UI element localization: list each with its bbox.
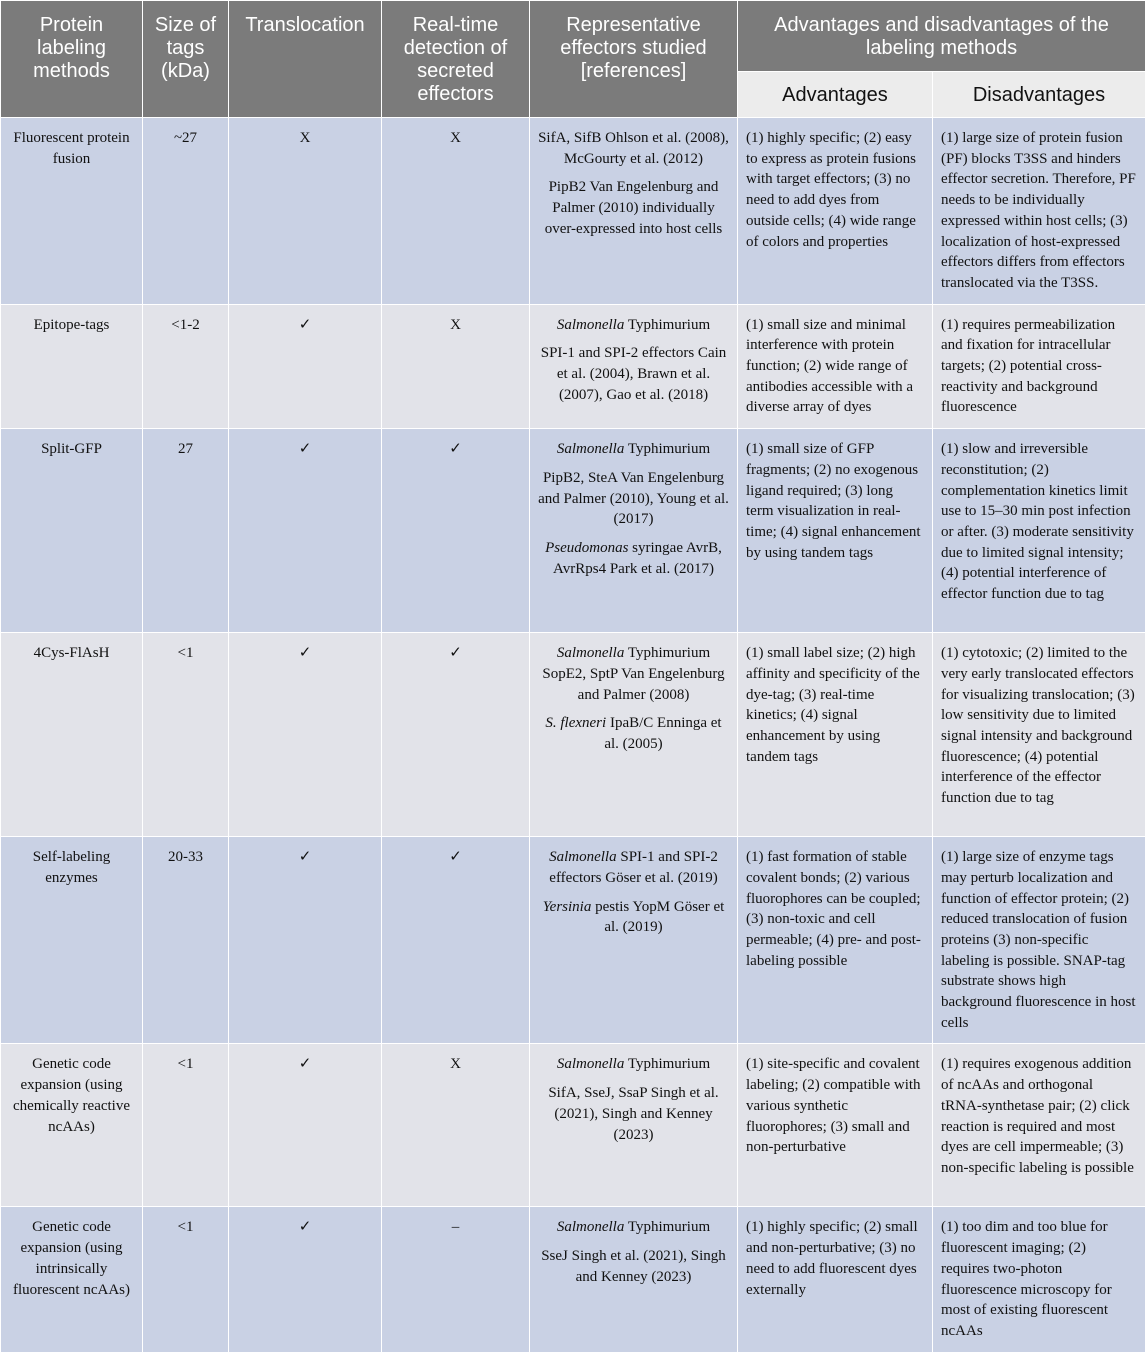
advantages-cell: (1) small size and minimal interference with protein function; (2) wide range of antibodies accessible with a diverse array of dyes <box>738 304 933 429</box>
size-cell: <1 <box>143 1044 229 1207</box>
disadvantages-cell: (1) too dim and too blue for fluorescent imaging; (2) requires two-photon fluorescence microscopy for most of existing fluorescent ncAAs <box>933 1207 1145 1352</box>
disadvantages-cell: (1) slow and irreversible reconstitution; (2) complementation kinetics limit use to 15–30 min post infection or after. (3) moderate sensitivity due to limited signal intensity; (4) potential interference of effector function due to tag <box>933 429 1145 633</box>
effector-reference <box>538 343 729 405</box>
realtime-cell: ✓ <box>382 633 530 837</box>
realtime-cell: ✓ <box>382 429 530 633</box>
organism-name: Yersinia <box>543 899 592 915</box>
realtime-cell: ✓ <box>382 837 530 1044</box>
effectors-cell <box>530 304 738 429</box>
table-body <box>1 118 1145 1353</box>
realtime-cell: X <box>382 118 530 305</box>
method-cell: Epitope-tags <box>1 304 143 429</box>
effector-reference <box>538 713 729 754</box>
method-cell: 4Cys-FlAsH <box>1 633 143 837</box>
reference-text: Typhimurium <box>624 441 710 457</box>
effector-reference <box>538 1217 729 1238</box>
table-row <box>1 304 1145 429</box>
advantages-cell: (1) highly specific; (2) easy to express as protein fusions with target effectors; (3) no need to add dyes from outside cells; (4) wide range of colors and properties <box>738 118 933 305</box>
header-effectors: Representative effectors studied [references] <box>530 1 738 118</box>
realtime-cell: – <box>382 1207 530 1352</box>
effector-reference <box>538 128 729 169</box>
reference-text: pestis YopM Göser et al. (2019) <box>591 899 724 936</box>
effectors-cell <box>530 1207 738 1352</box>
method-cell: Self-labeling enzymes <box>1 837 143 1044</box>
effector-reference <box>538 538 729 579</box>
method-cell: Split-GFP <box>1 429 143 633</box>
organism-name: S. flexneri <box>545 715 606 731</box>
effector-reference <box>538 897 729 938</box>
translocation-cell: ✓ <box>229 1044 382 1207</box>
size-cell: ~27 <box>143 118 229 305</box>
reference-text: SseJ Singh et al. (2021), Singh and Kenney (2023) <box>541 1248 726 1285</box>
table-row <box>1 118 1145 305</box>
size-cell: 27 <box>143 429 229 633</box>
translocation-cell: ✓ <box>229 1207 382 1352</box>
advantages-cell: (1) highly specific; (2) small and non-perturbative; (3) no need to add fluorescent dyes externally <box>738 1207 933 1352</box>
disadvantages-cell: (1) large size of protein fusion (PF) blocks T3SS and hinders effector secretion. Therefore, PF needs to be individually expressed within host cells; (3) localization of host-expressed effectors differs from effectors translocated via the T3SS. <box>933 118 1145 305</box>
effectors-cell <box>530 118 738 305</box>
advantages-cell: (1) small size of GFP fragments; (2) no exogenous ligand required; (3) long term visualization in real-time; (4) signal enhancement by using tandem tags <box>738 429 933 633</box>
method-cell: Genetic code expansion (using chemically reactive ncAAs) <box>1 1044 143 1207</box>
disadvantages-cell: (1) large size of enzyme tags may perturb localization and function of effector protein; (2) reduced translocation of fusion proteins (3) non-specific labeling is possible. SNAP-tag substrate shows high background fluorescence in host cells <box>933 837 1145 1044</box>
size-cell: <1 <box>143 1207 229 1352</box>
header-method: Protein labeling methods <box>1 1 143 118</box>
size-cell: 20-33 <box>143 837 229 1044</box>
effectors-cell <box>530 429 738 633</box>
table-row <box>1 1207 1145 1352</box>
reference-text: Typhimurium <box>624 317 710 333</box>
reference-text: SPI-1 and SPI-2 effectors Cain et al. (2004), Brawn et al. (2007), Gao et al. (2018) <box>541 345 727 402</box>
header-translocation: Translocation <box>229 1 382 118</box>
translocation-cell: ✓ <box>229 837 382 1044</box>
disadvantages-cell: (1) requires permeabilization and fixation for intracellular targets; (2) potential cross-reactivity and background fluorescence <box>933 304 1145 429</box>
reference-text: syringae AvrB, AvrRps4 Park et al. (2017) <box>553 540 722 577</box>
organism-name: Salmonella <box>549 849 617 865</box>
reference-text: PipB2 Van Engelenburg and Palmer (2010) individually over-expressed into host cells <box>545 179 723 236</box>
reference-text: Typhimurium SopE2, SptP Van Engelenburg and Palmer (2008) <box>542 645 724 702</box>
advantages-cell: (1) small label size; (2) high affinity and specificity of the dye-tag; (3) real-time kinetics; (4) signal enhancement by using tandem tags <box>738 633 933 837</box>
effectors-cell <box>530 837 738 1044</box>
effector-reference <box>538 1083 729 1145</box>
effectors-cell <box>530 633 738 837</box>
table-row <box>1 633 1145 837</box>
header-size: Size of tags (kDa) <box>143 1 229 118</box>
method-cell: Fluorescent protein fusion <box>1 118 143 305</box>
effector-reference <box>538 847 729 888</box>
advantages-cell: (1) site-specific and covalent labeling; (2) compatible with various synthetic fluorophores; (3) small and non-perturbative <box>738 1044 933 1207</box>
reference-text: SifA, SifB Ohlson et al. (2008), McGourty et al. (2012) <box>538 130 729 167</box>
translocation-cell: X <box>229 118 382 305</box>
effector-reference <box>538 315 729 336</box>
reference-text: Typhimurium <box>624 1219 710 1235</box>
organism-name: Salmonella <box>557 645 625 661</box>
effector-reference <box>538 439 729 460</box>
table-row <box>1 1044 1145 1207</box>
header-realtime: Real-time detection of secreted effectors <box>382 1 530 118</box>
reference-text: IpaB/C Enninga et al. (2005) <box>604 715 721 752</box>
translocation-cell: ✓ <box>229 429 382 633</box>
reference-text: Typhimurium <box>624 1056 710 1072</box>
reference-text: SPI-1 and SPI-2 effectors Göser et al. (2019) <box>549 849 718 886</box>
organism-name: Pseudomonas <box>545 540 628 556</box>
header-adv-dis: Advantages and disadvantages of the labeling methods <box>738 1 1145 72</box>
table-row <box>1 837 1145 1044</box>
translocation-cell: ✓ <box>229 304 382 429</box>
organism-name: Salmonella <box>557 317 625 333</box>
effector-reference <box>538 468 729 530</box>
reference-text: PipB2, SteA Van Engelenburg and Palmer (2010), Young et al. (2017) <box>538 470 729 527</box>
organism-name: Salmonella <box>557 441 625 457</box>
realtime-cell: X <box>382 1044 530 1207</box>
advantages-cell: (1) fast formation of stable covalent bonds; (2) various fluorophores can be coupled; (3) non-toxic and cell permeable; (4) pre- and post-labeling possible <box>738 837 933 1044</box>
organism-name: Salmonella <box>557 1219 625 1235</box>
effector-reference <box>538 1246 729 1287</box>
effector-reference <box>538 643 729 705</box>
reference-text: SifA, SseJ, SsaP Singh et al. (2021), Singh and Kenney (2023) <box>548 1085 718 1142</box>
header-disadvantages: Disadvantages <box>933 72 1145 118</box>
effector-reference <box>538 1054 729 1075</box>
effector-reference <box>538 177 729 239</box>
translocation-cell: ✓ <box>229 633 382 837</box>
size-cell: <1-2 <box>143 304 229 429</box>
method-cell: Genetic code expansion (using intrinsically fluorescent ncAAs) <box>1 1207 143 1352</box>
table-row <box>1 429 1145 633</box>
realtime-cell: X <box>382 304 530 429</box>
disadvantages-cell: (1) requires exogenous addition of ncAAs and orthogonal tRNA-synthetase pair; (2) click reaction is required and most dyes are cell impermeable; (3) non-specific labeling is possible <box>933 1044 1145 1207</box>
effectors-cell <box>530 1044 738 1207</box>
organism-name: Salmonella <box>557 1056 625 1072</box>
size-cell: <1 <box>143 633 229 837</box>
disadvantages-cell: (1) cytotoxic; (2) limited to the very early translocated effectors for visualizing translocation; (3) low sensitivity due to limited signal intensity and background fluorescence; (4) potential interference of the effector function due to tag <box>933 633 1145 837</box>
header-advantages: Advantages <box>738 72 933 118</box>
